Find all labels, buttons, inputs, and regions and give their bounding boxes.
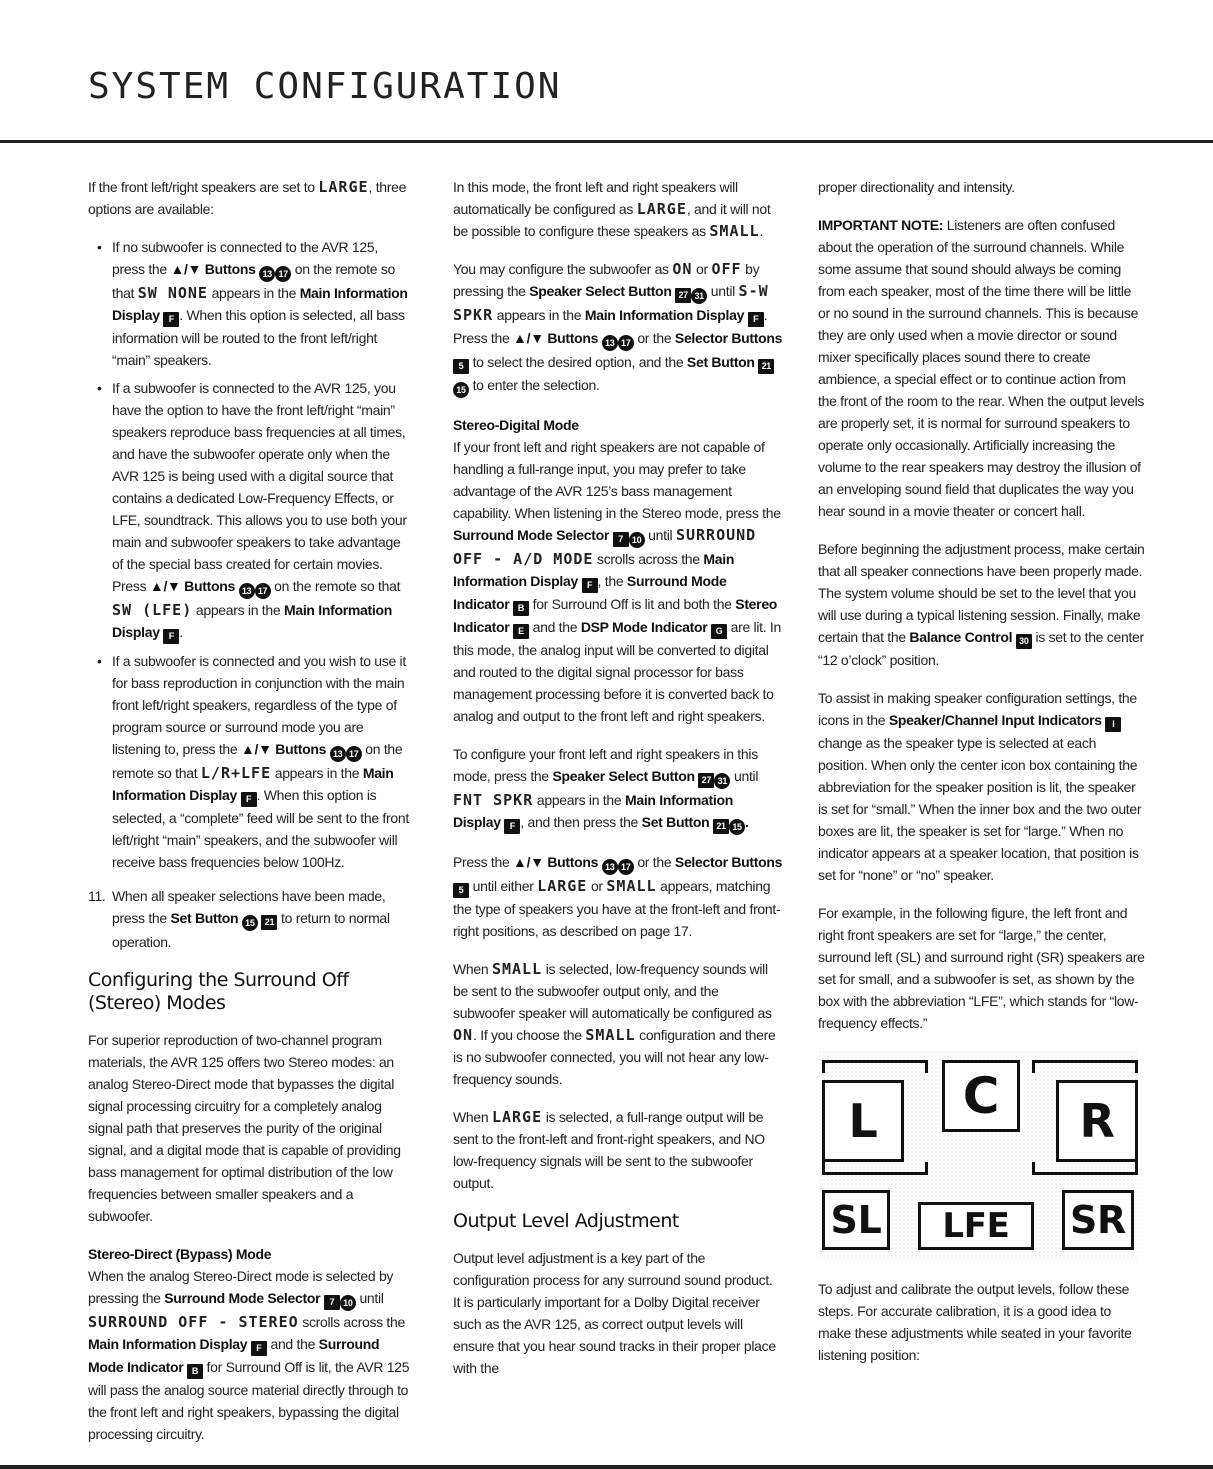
indicator-badge-icon: 5: [453, 883, 469, 898]
callout-icon: 15: [453, 382, 469, 398]
paragraph: In this mode, the front left and right speakers will automatically be configured as LARGE, and it will not be possible to configure these speakers as SMALL.: [453, 179, 771, 240]
paragraph: For example, in the following figure, the left front and right front speakers are set for “large,” the center, surround left (SL) and surround right (SR) speakers are set for small, and a subwoofer is set, as shown by the box with the abbreviation “LFE”, which stands for “low-frequency effects.”: [818, 905, 1145, 1031]
display-text: ON: [672, 260, 693, 278]
page-title: SYSTEM CONFIGURATION: [88, 66, 562, 107]
display-text: SW NONE: [137, 284, 208, 302]
indicator-badge-icon: F: [241, 792, 257, 807]
paragraph: proper directionality and intensity.: [818, 179, 1015, 195]
paragraph: For superior reproduction of two-channel program materials, the AVR 125 offers two Stereo modes: an analog Stereo-Direct mode that bypasses the digital signal processing circuitry for a completely analog signal path that preserves the purity of the original signal, and a digital mode that is capable of providing bass management for optimal distribution of the low frequencies between smaller speakers and a subwoofer.: [88, 1032, 401, 1224]
indicator-badge-icon: F: [163, 312, 179, 327]
display-text: SURROUND OFF - A/D MODE: [453, 526, 757, 568]
paragraph: IMPORTANT NOTE: Listeners are often confused about the operation of the surround channels. While some assume that sound should always be coming from each speaker, most of the time there will be little or no sound in the surround channels. This is because they are only used when a movie director or sound mixer specifically places sound there to create ambience, a special effect or to continue action from the front of the room to the rear. When the output levels are properly set, it is normal for surround speakers to operate only occasionally. Artificially increasing the volume to the rear speakers may destroy the illusion of an enveloping sound field that duplicates the way you hear sound in a movie theater or concert hall.: [818, 217, 1145, 519]
paragraph: You may configure the subwoofer as ON or OFF by pressing the Speaker Select Button 27 31 until S-W SPKR appears in the Main Information Display F . Press the ▲/▼ Buttons 13 17 or the Selector Buttons 5 to select the desired option, and the Set Button 2115 to enter the selection.: [453, 258, 783, 398]
list-item: • If a subwoofer is connected to the AVR 125, you have the option to have the front left/right “main” speakers reproduce bass frequencies at all times, and have the subwoofer operate only when the AVR 125 is being used with a digital source that contains a dedicated Low-Frequency Effects, or LFE, soundtrack. This allows you to use both your main and subwoofer speakers to take advantage of the special bass created for certain movies. Press ▲/▼ Buttons 13 17 on the remote so that SW (LFE) appears in the Main Information Display F .: [88, 377, 414, 644]
indicator-badge-icon: 7: [324, 1295, 340, 1310]
callout-icon: 13: [239, 583, 255, 599]
callout-icon: 13: [330, 746, 346, 762]
callout-icon: 10: [629, 532, 645, 548]
callout-icon: 15: [729, 819, 745, 835]
indicator-badge-icon: 7: [613, 532, 629, 547]
callout-icon: 17: [255, 583, 271, 599]
indicator-badge-icon: 27: [675, 288, 691, 303]
callout-icon: 10: [340, 1295, 356, 1311]
indicator-badge-icon: B: [513, 601, 529, 616]
sub-heading: Stereo-Direct (Bypass) Mode: [88, 1246, 272, 1262]
indicator-badge-icon: B: [187, 1364, 203, 1379]
right-outer-bracket-top: [1032, 1060, 1138, 1073]
indicator-badge-icon: F: [251, 1341, 267, 1356]
indicator-badge-icon: F: [582, 578, 598, 593]
paragraph: Press the ▲/▼ Buttons 13 17 or the Selector Buttons 5 until either LARGE or SMALL appears, matching the type of speakers you have at the front-left and front-right positions, as described on page 17.: [453, 854, 783, 939]
paragraph: Before beginning the adjustment process, make certain that all speaker connections have been properly made. The system volume should be set to the level that you will use during a typical listening session. Finally, make certain that the Balance Control 30 is set to the center “12 o’clock” position.: [818, 541, 1145, 668]
indicator-badge-icon: I: [1105, 717, 1121, 732]
title-rule: [0, 140, 1213, 143]
callout-icon: 17: [618, 859, 634, 875]
indicator-badge-icon: 21: [758, 359, 774, 374]
indicator-badge-icon: 27: [698, 773, 714, 788]
callout-icon: 17: [275, 266, 291, 282]
paragraph: When LARGE is selected, a full-range output will be sent to the front-left and front-right speakers, and NO low-frequency signals will be sent to the subwoofer output.: [453, 1108, 765, 1191]
display-text: OFF: [711, 260, 742, 278]
list-item: • If no subwoofer is connected to the AVR 125, press the ▲/▼ Buttons 13 17 on the remote so that SW NONE appears in the Main Information Display F . When this option is selected, all bass information will be routed to the front left/right “main” speakers.: [88, 236, 414, 371]
indicator-badge-icon: 30: [1016, 634, 1032, 649]
column-1: [88, 176, 414, 1461]
callout-icon: 31: [714, 773, 730, 789]
indicator-badge-icon: 21: [713, 819, 729, 834]
bottom-rule: [0, 1465, 1213, 1469]
section-heading: Output Level Adjustment: [453, 1210, 679, 1232]
callout-icon: 31: [691, 288, 707, 304]
left-outer-bracket-bottom: [822, 1162, 928, 1175]
display-text: SURROUND OFF - STEREO: [88, 1313, 299, 1331]
callout-icon: 15: [242, 915, 258, 931]
indicator-badge-icon: F: [504, 819, 520, 834]
display-text: ON: [453, 1026, 474, 1044]
display-text: SMALL: [709, 222, 760, 240]
lfe-speaker-box: LFE: [918, 1202, 1034, 1250]
paragraph: Output level adjustment is a key part of the configuration process for any surround sound product. It is particularly important for a Dolby Digital receiver such as the AVR 125, as correct output levels will ensure that you hear sound tracks in their proper place with the: [453, 1250, 776, 1376]
paragraph: To assist in making speaker configuration settings, the icons in the Speaker/Channel Input Indicators I change as the speaker type is selected at each position. When only the center icon box containing the abbreviation for the speaker position is lit, the speaker is set for “small.” When the inner box and the two outer boxes are lit, the speaker is set for “large.” When no indicator appears at a speaker location, that position is set for “none” or “no” speaker.: [818, 690, 1142, 883]
section-heading: Configuring the Surround Off (Stereo) Modes: [88, 969, 349, 1014]
surround-left-speaker-box: SL: [822, 1190, 890, 1250]
center-speaker-box: C: [942, 1060, 1020, 1132]
display-text: SMALL: [491, 960, 543, 978]
callout-icon: 13: [602, 335, 618, 351]
paragraph: To configure your front left and right speakers in this mode, press the Speaker Select Button 27 31 until FNT SPKR appears in the Main Information Display F , and then press the Set Button 21 15 .: [453, 743, 783, 835]
indicator-badge-icon: 21: [261, 915, 277, 930]
display-text: S-W SPKR: [453, 282, 769, 324]
display-text: SMALL: [585, 1026, 636, 1044]
paragraph: If your front left and right speakers are not capable of handling a full-range input, you may prefer to take advantage of the AVR 125’s bass management capability. When listening in the Stereo mode, press the Surround Mode Selector 7 10 until SURROUND OFF - A/D MODE scrolls across the Main Information Display F , the Surround Mode Indicator B for Surround Off is lit and both the Stereo Indicator E and the DSP Mode Indicator G are lit. In this mode, the analog input will be converted to digital and routed to the digital signal processor for bass management processing before it is converted back to analog and output to the front left and right speakers.: [453, 439, 781, 724]
options-list: [88, 236, 414, 873]
right-outer-bracket-bottom: [1032, 1162, 1138, 1175]
speaker-indicator-figure: [818, 1050, 1138, 1260]
indicator-badge-icon: F: [163, 629, 179, 644]
indicator-badge-icon: E: [513, 624, 529, 639]
display-text: FNT SPKR: [453, 791, 534, 809]
display-text: SMALL: [606, 877, 657, 895]
callout-icon: 13: [259, 266, 275, 282]
paragraph: To adjust and calibrate the output levels, follow these steps. For accurate calibration, it is a good idea to make these adjustments while seated in your favorite listening position:: [818, 1281, 1132, 1363]
sub-heading: Stereo-Digital Mode: [453, 417, 579, 433]
intro-paragraph: If the front left/right speakers are set to LARGE, three options are available:: [88, 178, 407, 217]
display-text: LARGE: [636, 200, 687, 218]
display-text: L/R+LFE: [200, 764, 272, 782]
callout-icon: 13: [602, 859, 618, 875]
left-outer-bracket-top: [822, 1060, 928, 1073]
callout-icon: 17: [346, 746, 362, 762]
right-speaker-box: R: [1056, 1080, 1138, 1162]
indicator-badge-icon: F: [748, 312, 764, 327]
step-11: 11. When all speaker selections have been made, press the Set Button 15 21 to return to normal operation.: [88, 888, 390, 950]
column-2: [453, 176, 783, 1395]
display-text: SW (LFE): [112, 601, 193, 619]
paragraph: When SMALL is selected, low-frequency sounds will be sent to the subwoofer output only, and the subwoofer speaker will automatically be configured as ON. If you choose the SMALL configuration and there is no subwoofer connected, you will not hear any low-frequency sounds.: [453, 960, 776, 1087]
indicator-badge-icon: 5: [453, 359, 469, 374]
surround-right-speaker-box: SR: [1062, 1190, 1134, 1250]
indicator-badge-icon: G: [711, 624, 727, 639]
display-text: LARGE: [491, 1108, 543, 1126]
display-text: LARGE: [537, 877, 588, 895]
left-speaker-box: L: [822, 1080, 904, 1162]
list-item: • If a subwoofer is connected and you wish to use it for bass reproduction in conjunction with the main front left/right speakers, regardless of the type of program source or surround mode you are listening to, press the ▲/▼ Buttons 13 17 on the remote so that L/R+LFE appears in the Main Information Display F . When this option is selected, a “complete” feed will be sent to the front left/right “main” speakers, and the subwoofer will receive bass frequencies below 100Hz.: [88, 650, 414, 873]
paragraph: When the analog Stereo-Direct mode is selected by pressing the Surround Mode Selector 7 10 until SURROUND OFF - STEREO scrolls across the Main Information Display F and the Surround Mode Indicator B for Surround Off is lit, the AVR 125 will pass the analog source material directly through to the front left and right speakers, bypassing the digital processing circuitry.: [88, 1268, 410, 1442]
display-text: LARGE: [318, 178, 369, 196]
column-3: [818, 176, 1146, 1382]
callout-icon: 17: [618, 335, 634, 351]
